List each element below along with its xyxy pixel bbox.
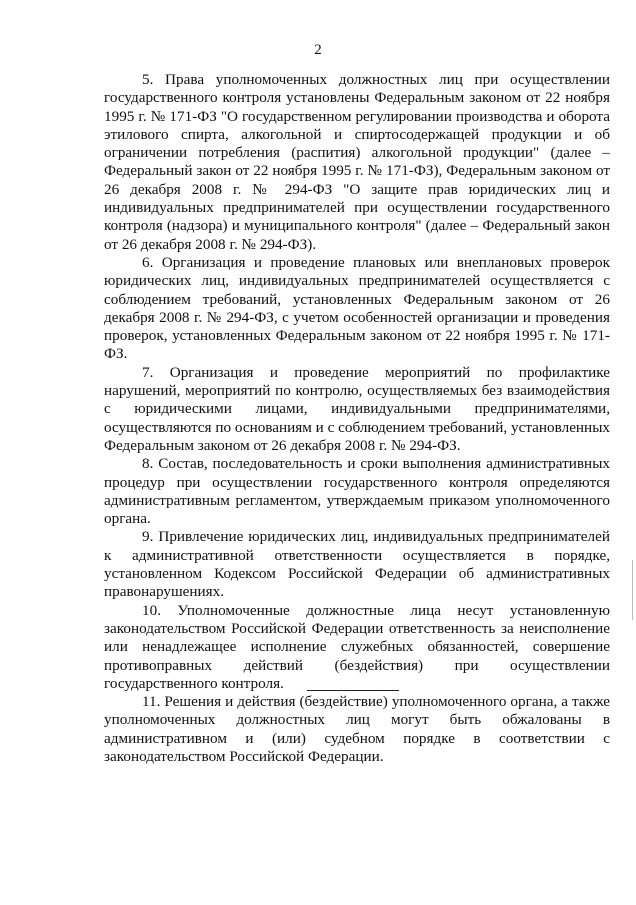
paragraph-8: 8. Состав, последовательность и сроки выполнения административных процедур при осуществлении государственного контроля определяются административным регламентом, утверждаемым приказом уполномоченного органа. xyxy=(104,455,610,528)
end-of-document-rule xyxy=(307,690,399,691)
paragraph-7: 7. Организация и проведение мероприятий по профилактике нарушений, мероприятий по контролю, осуществляемых без взаимодействия с юридическими лицами, индивидуальными предпринимателями, осуществляются по основаниям и с соблюдением требований, установленных Федеральным законом от 26 декабря 2008 г. № 294-ФЗ. xyxy=(104,363,610,454)
paragraph-6: 6. Организация и проведение плановых или внеплановых проверок юридических лиц, индивидуальных предпринимателей осуществляется с соблюдением требований, установленных Федеральным законом от 26 декабря 2008 г. № 294-ФЗ, с учетом особенностей организации и проведения проверок, установленных Федеральным законом от 22 ноября 1995 г. № 171-ФЗ. xyxy=(104,253,610,363)
paragraph-11: 11. Решения и действия (бездействие) уполномоченного органа, а также уполномоченных должностных лиц могут быть обжалованы в административном и (или) судебном порядке в соответствии с законодательством Российской Федерации. xyxy=(104,693,610,765)
document-body xyxy=(104,71,610,766)
paragraph-10: 10. Уполномоченные должностные лица несут установленную законодательством Российской Федерации ответственность за неисполнение или ненадлежащее исполнение служебных обязанностей, совершение противоправных действий (бездействия) при осуществлении государственного контроля. xyxy=(104,601,610,692)
scan-edge-mark xyxy=(632,560,633,620)
page-number: 2 xyxy=(314,42,322,58)
paragraph-9: 9. Привлечение юридических лиц, индивидуальных предпринимателей к административной ответственности осуществляется в порядке, установленном Кодексом Российской Федерации об административных правонарушениях. xyxy=(104,528,610,601)
paragraph-5: 5. Права уполномоченных должностных лиц при осуществлении государственного контроля установлены Федеральным законом от 22 ноября 1995 г. № 171-ФЗ "О государственном регулировании производства и оборота этилового спирта, алкогольной и спиртосодержащей продукции и об ограничении потребления (распития) алкогольной продукции" (далее – Федеральный закон от 22 ноября 1995 г. № 171-ФЗ), Федеральным законом от 26 декабря 2008 г. № 294-ФЗ "О защите прав юридических лиц и индивидуальных предпринимателей при осуществлении государственного контроля (надзора) и муниципального контроля" (далее – Федеральный закон от 26 декабря 2008 г. № 294-ФЗ). xyxy=(104,71,610,253)
